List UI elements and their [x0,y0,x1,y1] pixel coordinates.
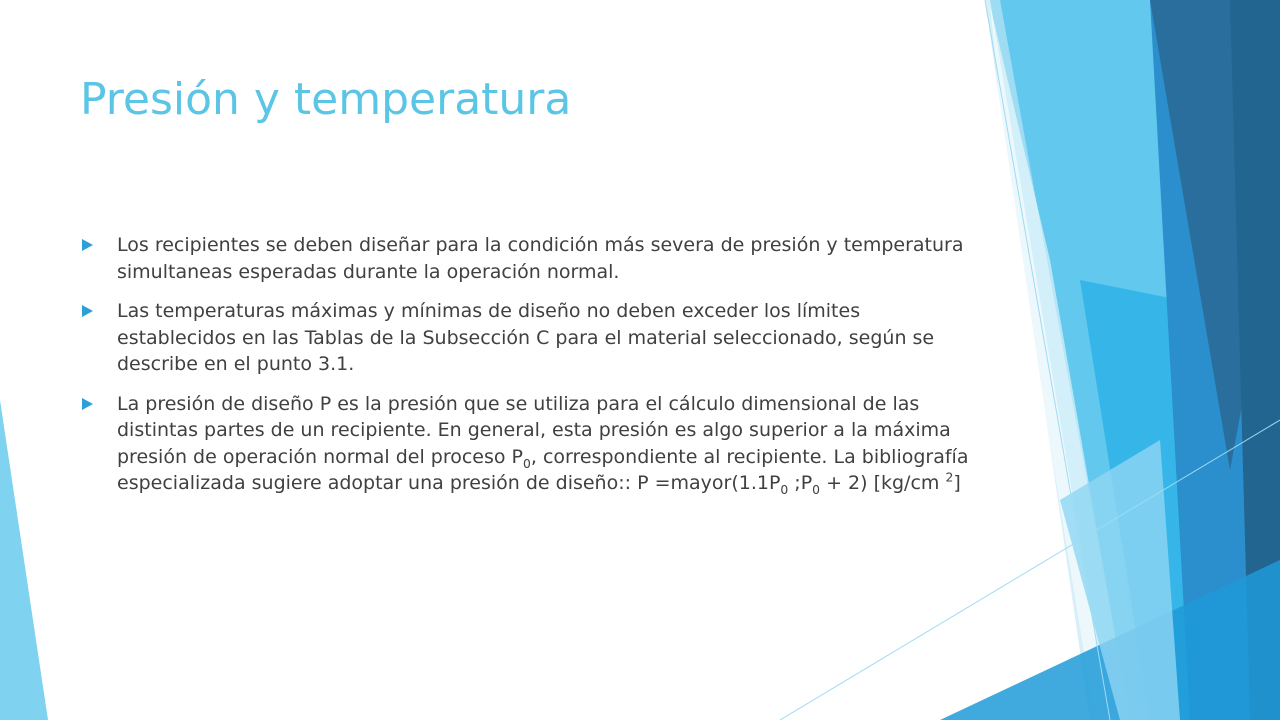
formula-end: + 2) [kg/cm [820,472,946,494]
bullet-item [80,232,970,285]
left-edge-strip [0,400,48,720]
bullet-text-continued: , correspondiente al recipiente. La bibliografía especializada sugiere adoptar una presión de diseño:: P =mayor(1.1P [117,445,969,494]
formula-close: ] [953,472,961,494]
bullet-list [80,232,970,510]
formula-mid: ;P [788,472,813,494]
bullet-text: Los recipientes se deben diseñar para la condición más severa de presión y temperatura simultaneas esperadas durante la operación normal. [117,234,964,283]
formula-subscript: 0 [812,482,821,497]
bullet-text: Las temperaturas máximas y mínimas de diseño no deben exceder los límites establecidos en las Tablas de la Subsección C para el material seleccionado, según se describe en el punto 3.1. [117,300,935,375]
triangle-right-icon [82,398,93,410]
bullet-item [80,391,970,497]
formula-subscript: 0 [780,482,789,497]
p0-subscript: 0 [523,456,531,471]
bullet-text: La presión de diseño P es la presión que se utiliza para el cálculo dimensional de las distintas partes de un recipiente. En general, esta presión es algo superior a la máxima presión de operación normal del proceso P [117,392,951,468]
triangle-right-icon [82,305,93,317]
slide-title: Presión y temperatura [80,74,572,125]
formula-superscript: 2 [945,470,954,485]
triangle-right-icon [82,239,93,251]
bullet-item [80,298,970,378]
